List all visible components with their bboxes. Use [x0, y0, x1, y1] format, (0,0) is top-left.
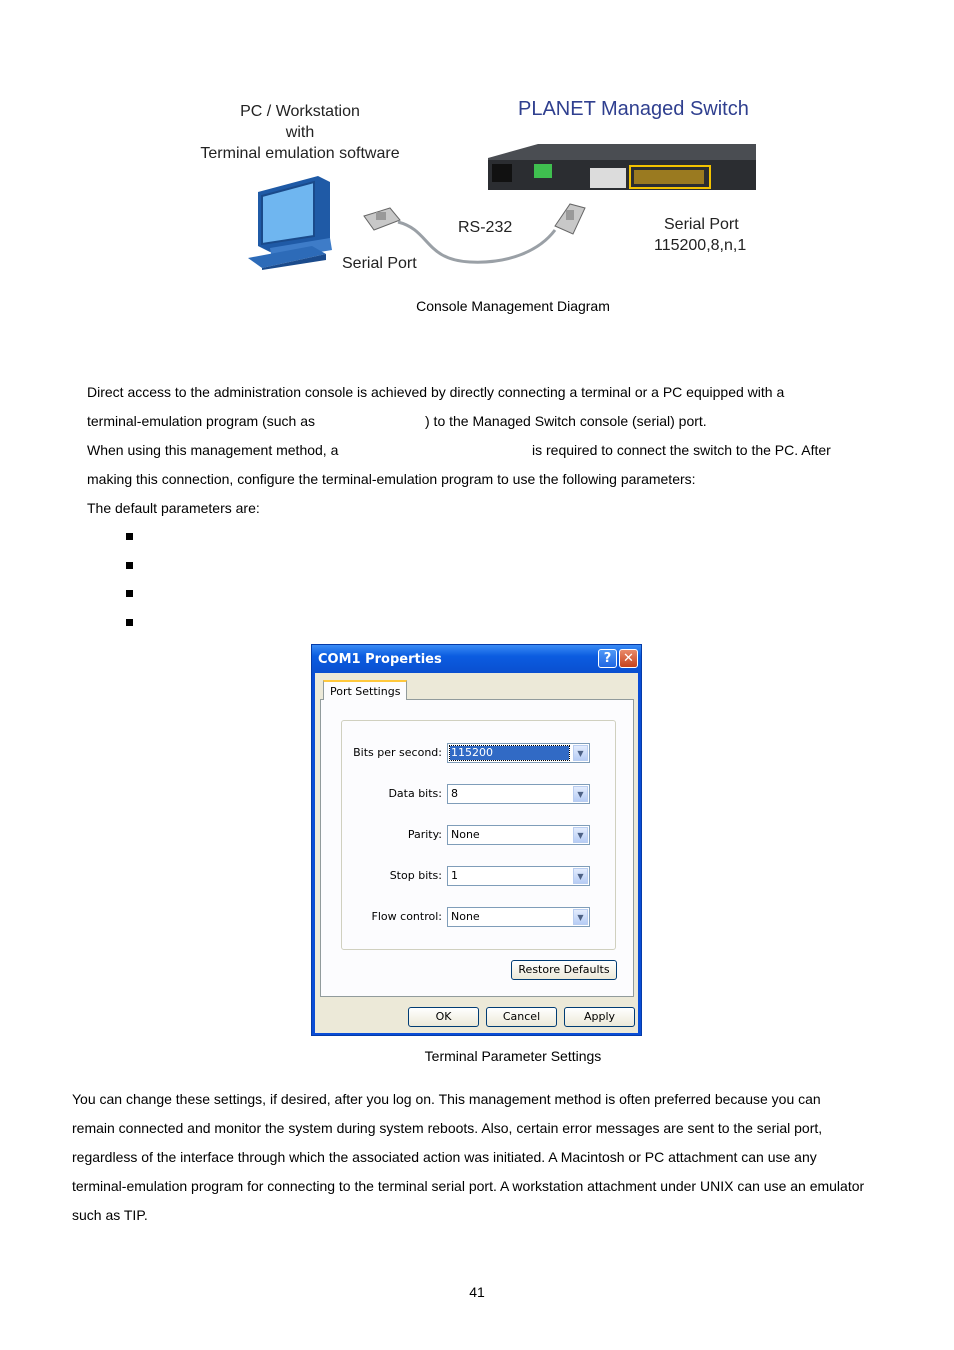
- combo-value: 1: [451, 869, 458, 882]
- pc-illustration: [248, 176, 332, 270]
- bullet-marker: [126, 533, 133, 540]
- text-line: When using this management method, a: [87, 442, 339, 458]
- flow-control-select[interactable]: [447, 907, 590, 927]
- field-label: Bits per second:: [353, 746, 442, 759]
- combo-value: None: [451, 910, 480, 923]
- field-label: Flow control:: [371, 910, 442, 923]
- field-label: Parity:: [407, 828, 442, 841]
- diagram-caption: Console Management Diagram: [416, 298, 610, 314]
- stop-bits-select[interactable]: [447, 866, 590, 886]
- text-line: You can change these settings, if desired, after you log on. This management method is often preferred because you can: [72, 1091, 821, 1107]
- text-line: ) to the Managed Switch console (serial) port.: [425, 413, 707, 429]
- combo-value: 8: [451, 787, 458, 800]
- pc-label: PC / Workstation with Terminal emulation software: [200, 103, 400, 162]
- text-line: terminal-emulation program (such as: [87, 413, 315, 429]
- dialog-titlebar[interactable]: [312, 645, 641, 673]
- parity-select[interactable]: [447, 825, 590, 845]
- com1-properties-dialog: [311, 644, 642, 1036]
- text-line: Direct access to the administration console is achieved by directly connecting a terminal or a PC equipped with a: [87, 384, 785, 400]
- text-line: such as TIP.: [72, 1207, 148, 1223]
- port-settings-pane: [320, 699, 634, 997]
- bullet-marker: [126, 619, 133, 626]
- dialog-title: COM1 Properties: [318, 652, 442, 667]
- cable-label: RS-232: [458, 219, 513, 236]
- dialog-caption: Terminal Parameter Settings: [424, 1048, 602, 1064]
- close-icon[interactable]: ✕: [619, 649, 638, 668]
- switch-illustration: [488, 144, 756, 190]
- text-line: regardless of the interface through which the associated action was initiated. A Macintosh or PC attachment can use any: [72, 1149, 817, 1165]
- switch-port-label: Serial Port 115200,8,n,1: [654, 216, 747, 254]
- apply-button[interactable]: Apply: [564, 1007, 635, 1027]
- bullet-marker: [126, 562, 133, 569]
- field-label: Data bits:: [388, 787, 442, 800]
- text-line: making this connection, configure the terminal-emulation program to use the following parameters:: [87, 471, 696, 487]
- chevron-down-icon[interactable]: ▼: [573, 827, 588, 843]
- chevron-down-icon[interactable]: ▼: [573, 868, 588, 884]
- text-line: The default parameters are:: [87, 500, 260, 516]
- cancel-button[interactable]: Cancel: [486, 1007, 557, 1027]
- switch-title: PLANET Managed Switch: [518, 98, 749, 120]
- bullet-marker: [126, 590, 133, 597]
- diagram-artwork: [240, 130, 770, 280]
- page-number: 41: [469, 1284, 485, 1300]
- text-line: remain connected and monitor the system during system reboots. Also, certain error messages are sent to the serial port,: [72, 1120, 823, 1136]
- chevron-down-icon[interactable]: ▼: [573, 909, 588, 925]
- combo-value: None: [451, 828, 480, 841]
- ok-button[interactable]: OK: [408, 1007, 479, 1027]
- restore-defaults-button[interactable]: Restore Defaults: [511, 960, 617, 980]
- text-line: is required to connect the switch to the PC. After: [532, 442, 831, 458]
- tab-port-settings[interactable]: Port Settings: [323, 680, 407, 700]
- dialog-client: [315, 673, 638, 1033]
- bits-per-second-select[interactable]: [447, 743, 590, 763]
- chevron-down-icon[interactable]: ▼: [573, 786, 588, 802]
- switch-connector: [555, 204, 585, 234]
- help-icon[interactable]: ?: [598, 649, 617, 668]
- data-bits-select[interactable]: [447, 784, 590, 804]
- chevron-down-icon[interactable]: ▼: [573, 745, 588, 761]
- pc-port-label: Serial Port: [342, 255, 417, 272]
- pc-connector: [364, 208, 400, 230]
- field-label: Stop bits:: [389, 869, 442, 882]
- combo-value: 115200: [450, 746, 569, 760]
- settings-group: [341, 720, 616, 950]
- text-line: terminal-emulation program for connecting to the terminal serial port. A workstation attachment under UNIX can use an emulator: [72, 1178, 865, 1194]
